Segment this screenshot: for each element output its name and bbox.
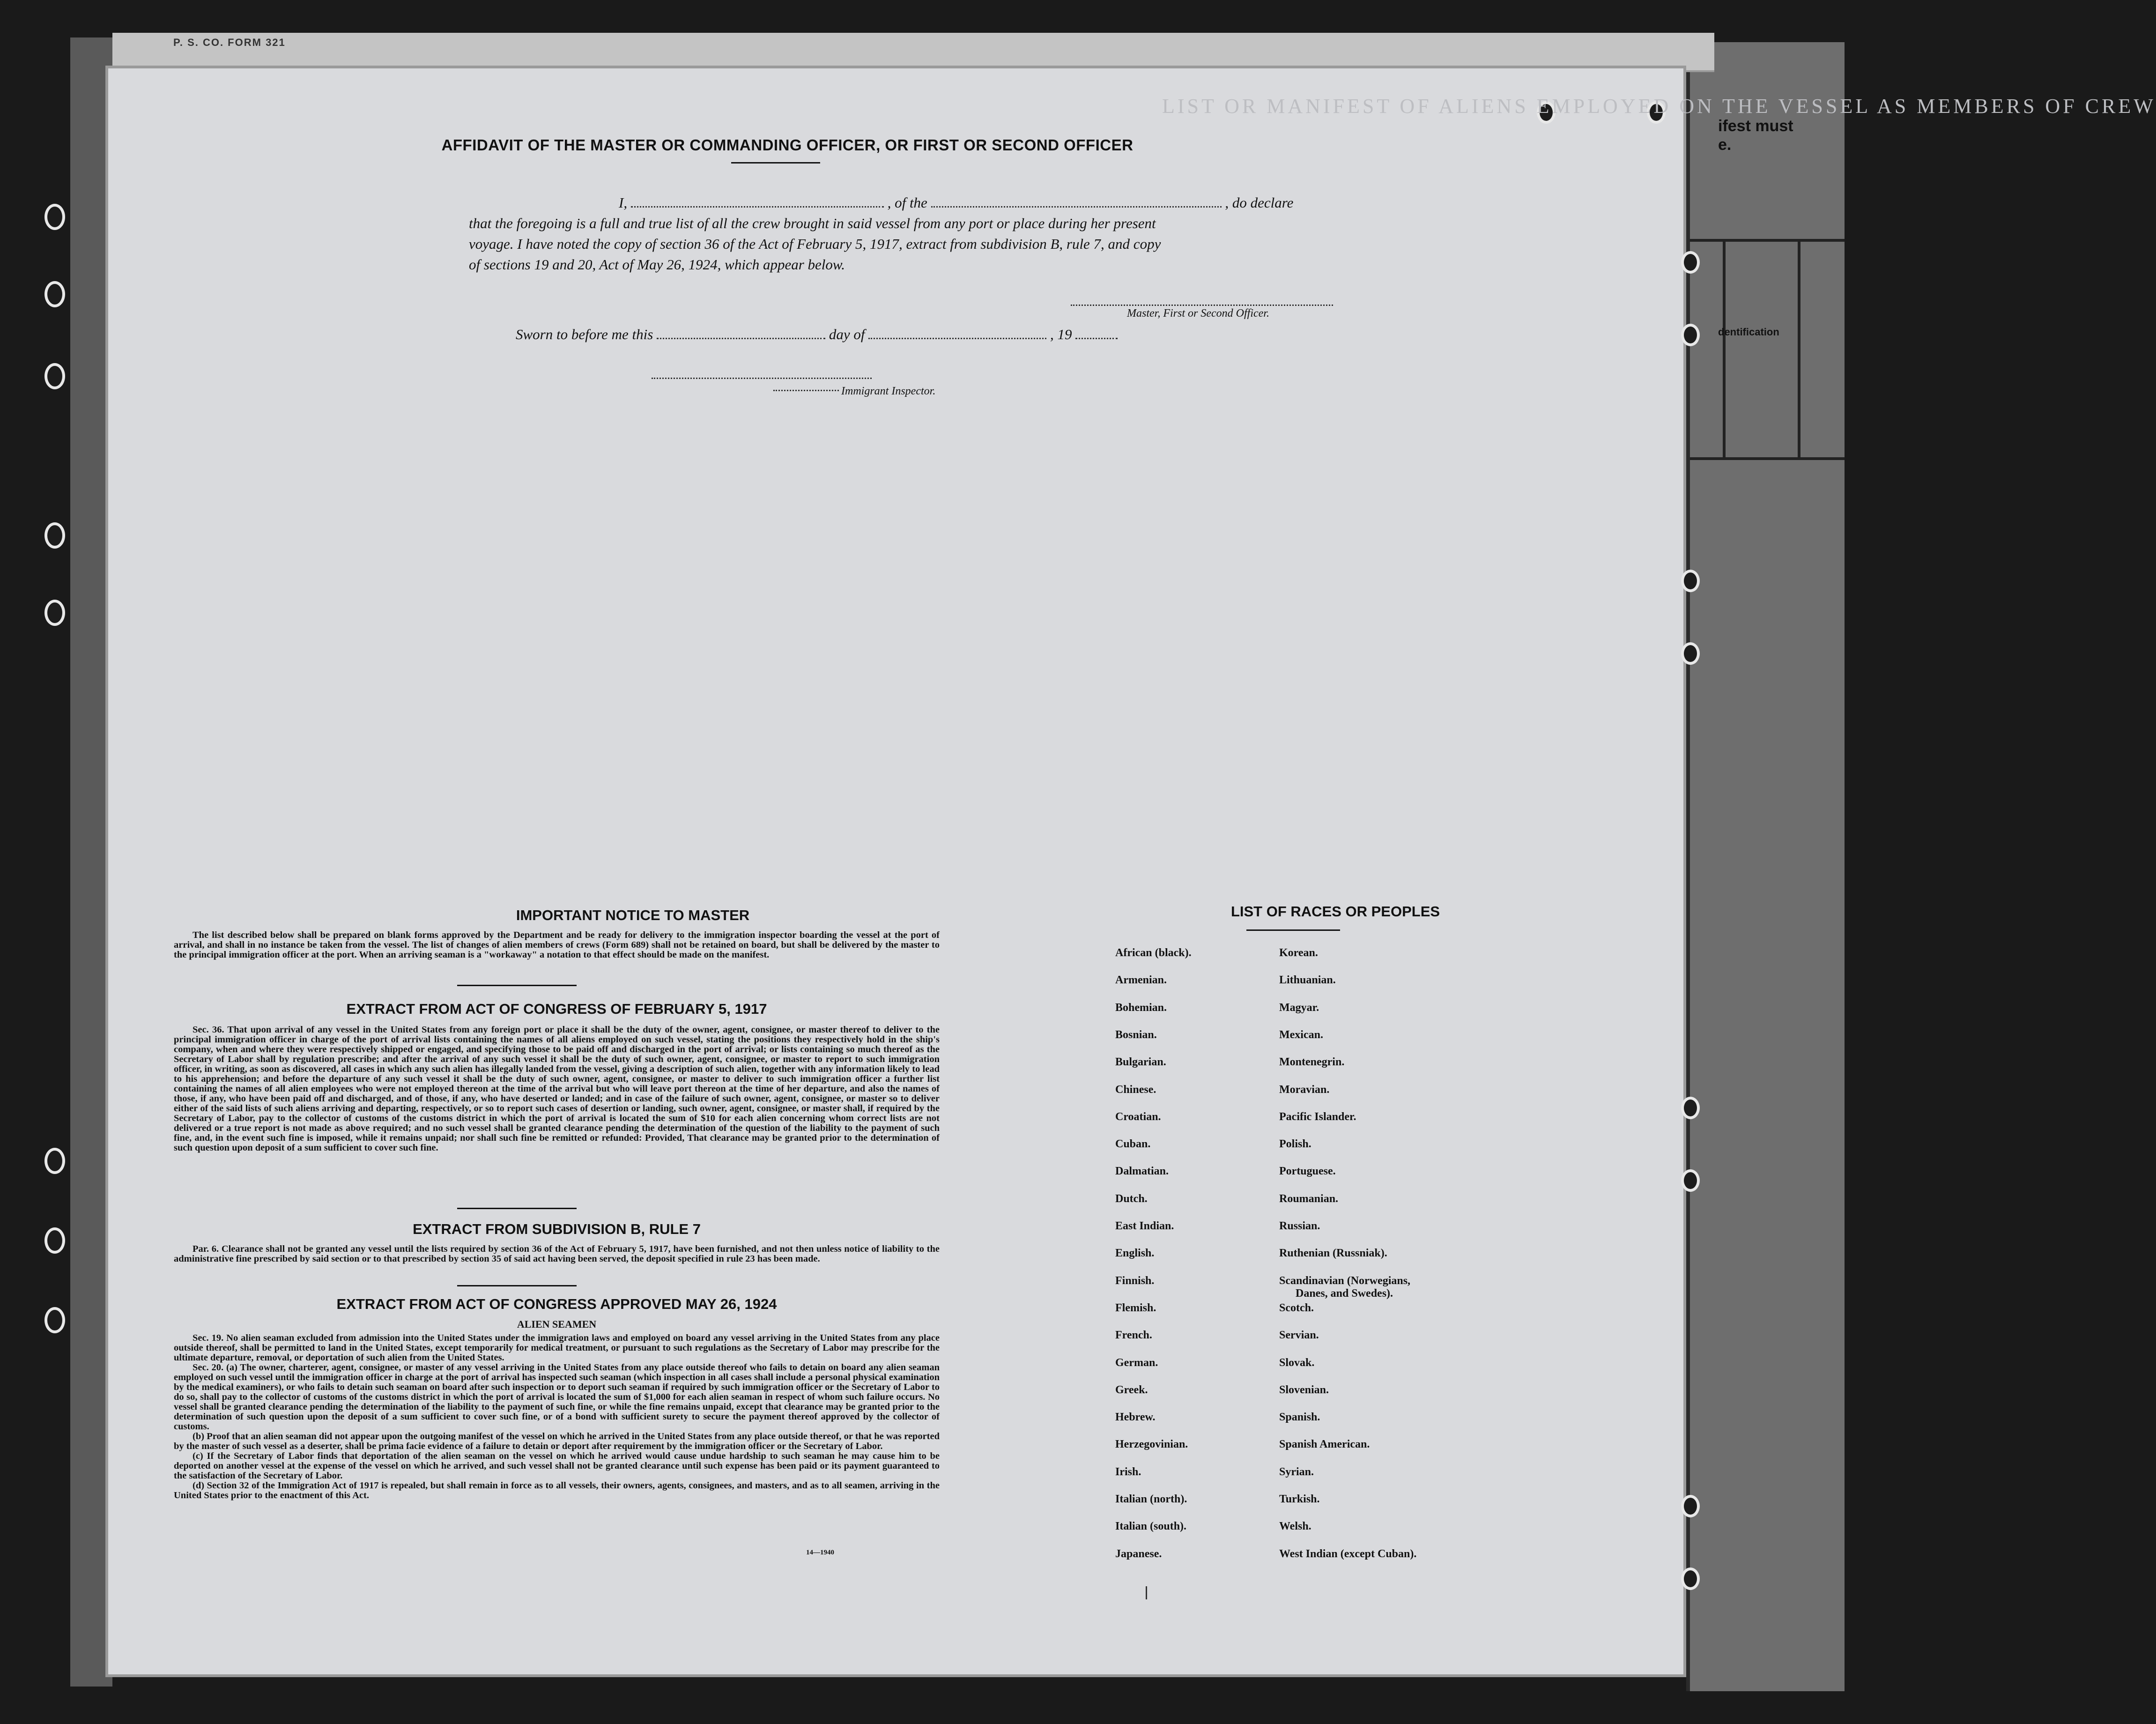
bleed-through-text: LIST OR MANIFEST OF ALIENS EMPLOYED ON THE VESSEL AS MEMBERS OF CREW — [1162, 95, 2156, 118]
inspector-label: Immigrant Inspector. — [841, 385, 936, 397]
race-item: Magyar. — [1279, 1001, 1319, 1014]
races-rule — [1246, 929, 1340, 931]
extract-1917-text: Sec. 36. That upon arrival of any vessel in the United States from any foreign port or place it shall be the duty of the owner, agent, consignee, or master thereof to deliver to the principal immigration officer in charge of the port of arrival lists containing the names of all aliens employed on such vessel, stating the positions they respectively hold in the ship's company, when and where they were respectively shipped or engaged, and specifying those to be paid off and discharged in the port of arrival; or lists containing so much thereof as the Secretary of Labor shall by regulation prescribe; and after the arrival of any such vessel it shall be the duty of such owner, agent, consignee, or master to report to such immigration officer, in writing, as soon as discovered, all cases in which any such alien has illegally landed from the vessel, giving a description of such alien, together with any information likely to lead to his apprehension; and before the departure of any such vessel it shall be the duty of such owner, agent, consignee, or master to deliver to such immigration officer a further list containing the names of all alien employees who were not employed thereon at the time of the arrival but who will leave port thereon at the time of her departure, and also the names of those, if any, who have been paid off and discharged, and of those, if any, who have deserted or landed; and in case of the failure of such owner, agent, consignee, or master so to deliver either of the said lists of such aliens arriving and departing, respectively, or so to report such cases of desertion or landing, such owner, agent, consignee, or master shall, if required by the Secretary of Labor, pay to the collector of customs of the customs district in which the port of arrival is located the sum of $10 for each alien concerning whom correct lists are not delivered or a true report is not made as above required; and no such vessel shall be granted clearance pending the determination of the question of the liability to the payment of such fine, and, in the event such fine is imposed, while it remains unpaid; nor shall such fine be remitted or refunded: Provided, That clearance may be granted prior to the determination of such question upon deposit of a sum sufficient to cover such fine. — [174, 1025, 940, 1153]
declarant-name-blank[interactable] — [631, 206, 884, 208]
master-signature-blank[interactable] — [1071, 305, 1333, 306]
sworn-month-blank[interactable] — [868, 338, 1046, 339]
extract-rule7-text: Par. 6. Clearance shall not be granted any vessel until the lists required by section 36 of the Act of February 5, 1917, have been furnished, and not then unless notice of liability to the administrative fine prescribed by said section or to that prescribed by section 35 of said act having been served, the deposit specified in rule 23 has been made. — [174, 1244, 940, 1264]
affidavit-line-3: voyage. I have noted the copy of section 36 of the Act of February 5, 1917, extract from subdivision B, rule 7, and copy — [469, 236, 1161, 252]
race-item: Greek. — [1115, 1383, 1148, 1396]
race-item: Dutch. — [1115, 1192, 1148, 1205]
race-item: Hebrew. — [1115, 1411, 1156, 1424]
section-rule — [457, 985, 577, 986]
inspector-signature-blank[interactable] — [652, 378, 872, 379]
race-item: Syrian. — [1279, 1465, 1314, 1478]
race-item: Roumanian. — [1279, 1192, 1339, 1205]
sworn-label: Sworn to before me this — [516, 326, 653, 342]
race-item: Flemish. — [1115, 1301, 1156, 1314]
race-item: Danes, and Swedes). — [1296, 1287, 1393, 1300]
race-item: Lithuanian. — [1279, 974, 1336, 987]
race-item: Montenegrin. — [1279, 1056, 1345, 1069]
sheet-hole — [1681, 642, 1700, 665]
race-item: Mexican. — [1279, 1028, 1323, 1041]
race-item: English. — [1115, 1247, 1155, 1260]
do-declare-label: , do declare — [1225, 194, 1294, 211]
race-item: Scotch. — [1279, 1301, 1314, 1314]
extract-1924-title: EXTRACT FROM ACT OF CONGRESS APPROVED MAY 26, 1924 — [336, 1296, 777, 1312]
race-item: East Indian. — [1115, 1220, 1174, 1232]
notice-text: The list described below shall be prepared on blank forms approved by the Department and be ready for delivery to the immigration inspector boarding the vessel at the port of arrival, and shall in no instance be taken from the vessel. The list of changes of alien members of crews (Form 689) shall not be retained on board, but shall be delivered by the master to the principal immigration officer at the port. When an arriving seaman is a "workaway" a notation to that effect should be made on the manifest. — [174, 930, 940, 960]
of-the-label: , of the — [887, 194, 927, 211]
race-item: Irish. — [1115, 1465, 1141, 1478]
binder-hole — [44, 600, 65, 626]
race-item: Croatian. — [1115, 1110, 1161, 1123]
notice-title: IMPORTANT NOTICE TO MASTER — [516, 907, 750, 923]
sec-19: Sec. 19. No alien seaman excluded from admission into the United States under the immigration laws and employed on board any vessel arriving in the United States from any place outside thereof, shall be permitted to land in the United States, except temporarily for medical treatment, or pursuant to such regulations as the Secretary of Labor may prescribe for the ultimate departure, removal, or deportation of such alien from the United States. — [174, 1333, 940, 1363]
race-item: Bulgarian. — [1115, 1056, 1166, 1069]
affidavit-line-2: that the foregoing is a full and true list of all the crew brought in said vessel from any port or place during her present — [469, 215, 1156, 231]
binder-hole — [44, 1148, 65, 1174]
binder-hole — [44, 363, 65, 389]
binder-hole — [44, 1227, 65, 1254]
extract-1917-title: EXTRACT FROM ACT OF CONGRESS OF FEBRUARY 5, 1917 — [346, 1001, 767, 1017]
sheet-hole — [1681, 1097, 1700, 1119]
extract-1924-text — [174, 1333, 940, 1501]
race-item: Servian. — [1279, 1329, 1319, 1342]
sheet-hole — [1681, 570, 1700, 592]
underlying-header-fragment: ifest must — [1718, 117, 1793, 135]
sworn-year-blank[interactable] — [1075, 338, 1118, 339]
i-label: I, — [619, 194, 628, 211]
section-rule — [457, 1285, 577, 1286]
race-item: Turkish. — [1279, 1493, 1320, 1505]
race-item: Welsh. — [1279, 1520, 1311, 1533]
binder-hole — [44, 522, 65, 549]
race-item: Scandinavian (Norwegians, — [1279, 1274, 1411, 1287]
print-code: 14—1940 — [806, 1549, 834, 1556]
sheet-hole — [1681, 1495, 1700, 1517]
race-item: Finnish. — [1115, 1274, 1155, 1287]
race-item: Spanish American. — [1279, 1438, 1370, 1451]
master-signature-label: Master, First or Second Officer. — [1127, 307, 1269, 320]
day-of-label: day of — [829, 326, 865, 342]
affidavit-title: AFFIDAVIT OF THE MASTER OR COMMANDING OFFICER, OR FIRST OR SECOND OFFICER — [441, 136, 1134, 154]
year-prefix: , 19 — [1050, 326, 1072, 342]
affidavit-line-4: of sections 19 and 20, Act of May 26, 1924, which appear below. — [469, 256, 845, 273]
vessel-name-blank[interactable] — [931, 206, 1222, 208]
sheet-hole — [1681, 1169, 1700, 1192]
sec-20b: (b) Proof that an alien seaman did not appear upon the outgoing manifest of the vessel on which he arrived in the United States from any place outside thereof, or that he was reported by the master of such vessel as a deserter, shall be prima facie evidence of a failure to detain or deport after requirement by the immigration officer or the Secretary of Labor. — [174, 1431, 940, 1451]
underlying-sheet — [1686, 42, 1845, 1691]
race-item: Moravian. — [1279, 1083, 1330, 1096]
binder-hole — [44, 204, 65, 230]
sworn-day-blank[interactable] — [657, 338, 825, 339]
inspector-signature-blank-2[interactable] — [773, 390, 839, 391]
form-number: P. S. CO. FORM 321 — [173, 37, 286, 48]
sec-20a: Sec. 20. (a) The owner, charterer, agent, consignee, or master of any vessel arriving in the United States from any place outside thereof who fails to detain on board any alien seaman employed on such vessel until the immigration officer in charge at the port of arrival has inspected such seaman (which inspection in all cases shall include a personal physical examination by the medical examiners), or who fails to detain such seaman on board after such inspection or to deport such seaman if required by such immigration officer or the Secretary of Labor to do so, shall pay to the collector of customs of the customs district in which the port of arrival is located the sum of $1,000 for each alien seaman in respect of whom such failure occurs. No vessel shall be granted clearance pending the determination of the liability to the payment of such fine, or while the fine remains unpaid, except that clearance may be granted prior to the determination of such question upon the deposit of a sum sufficient to cover such fine, or of a bond with sufficient surety to secure the payment thereof approved by the collector of customs. — [174, 1362, 940, 1432]
title-rule — [731, 162, 820, 163]
race-item: Cuban. — [1115, 1138, 1151, 1151]
sec-20d: (d) Section 32 of the Immigration Act of 1917 is repealed, but shall remain in force as to all vessels, their owners, agents, consignees, and masters, and as to all seamen, arriving in the United States prior to the enactment of this Act. — [174, 1480, 940, 1501]
sheet-hole — [1681, 1568, 1700, 1590]
races-title: LIST OF RACES OR PEOPLES — [1230, 903, 1440, 920]
race-item: Herzegovinian. — [1115, 1438, 1188, 1451]
sheet-hole — [1681, 324, 1700, 346]
race-item: Italian (north). — [1115, 1493, 1187, 1505]
underlying-header-fragment-2: e. — [1718, 136, 1732, 154]
race-item: Slovak. — [1279, 1356, 1315, 1369]
underlying-column-fragment: dentification — [1718, 326, 1779, 338]
race-item: West Indian (except Cuban). — [1279, 1547, 1417, 1560]
race-item: Dalmatian. — [1115, 1165, 1169, 1178]
pencil-mark — [1146, 1586, 1147, 1599]
race-item: Japanese. — [1115, 1547, 1162, 1560]
race-item: Italian (south). — [1115, 1520, 1187, 1533]
extract-1924-subtitle: ALIEN SEAMEN — [517, 1318, 597, 1330]
race-item: Russian. — [1279, 1220, 1320, 1232]
race-item: Korean. — [1279, 947, 1318, 959]
sec-20c: (c) If the Secretary of Labor finds that deportation of the alien seaman on the vessel on which he arrived would cause undue hardship to such seaman he may cause him to be deported on another vessel at the expense of the vessel on which he arrived, and such vessel shall not be granted clearance until such expense has been paid or its payment guaranteed to the satisfaction of the Secretary of Labor. — [174, 1451, 940, 1481]
race-item: Chinese. — [1115, 1083, 1156, 1096]
sworn-line — [516, 324, 1452, 345]
race-item: Pacific Islander. — [1279, 1110, 1356, 1123]
race-item: Armenian. — [1115, 974, 1167, 987]
sheet-hole — [1681, 251, 1700, 274]
race-item: German. — [1115, 1356, 1158, 1369]
race-item: Portuguese. — [1279, 1165, 1336, 1178]
binder-hole — [44, 1307, 65, 1333]
underlying-table-grid — [1690, 239, 1845, 460]
binder-hole — [44, 281, 65, 307]
affidavit-line-1 — [469, 193, 1471, 213]
race-item: Slovenian. — [1279, 1383, 1329, 1396]
race-item: African (black). — [1115, 947, 1192, 959]
race-item: Spanish. — [1279, 1411, 1320, 1424]
section-rule — [457, 1208, 577, 1209]
race-item: French. — [1115, 1329, 1152, 1342]
race-item: Bosnian. — [1115, 1028, 1157, 1041]
race-item: Polish. — [1279, 1138, 1311, 1151]
race-item: Bohemian. — [1115, 1001, 1167, 1014]
extract-rule7-title: EXTRACT FROM SUBDIVISION B, RULE 7 — [413, 1221, 701, 1237]
race-item: Ruthenian (Russniak). — [1279, 1247, 1387, 1260]
